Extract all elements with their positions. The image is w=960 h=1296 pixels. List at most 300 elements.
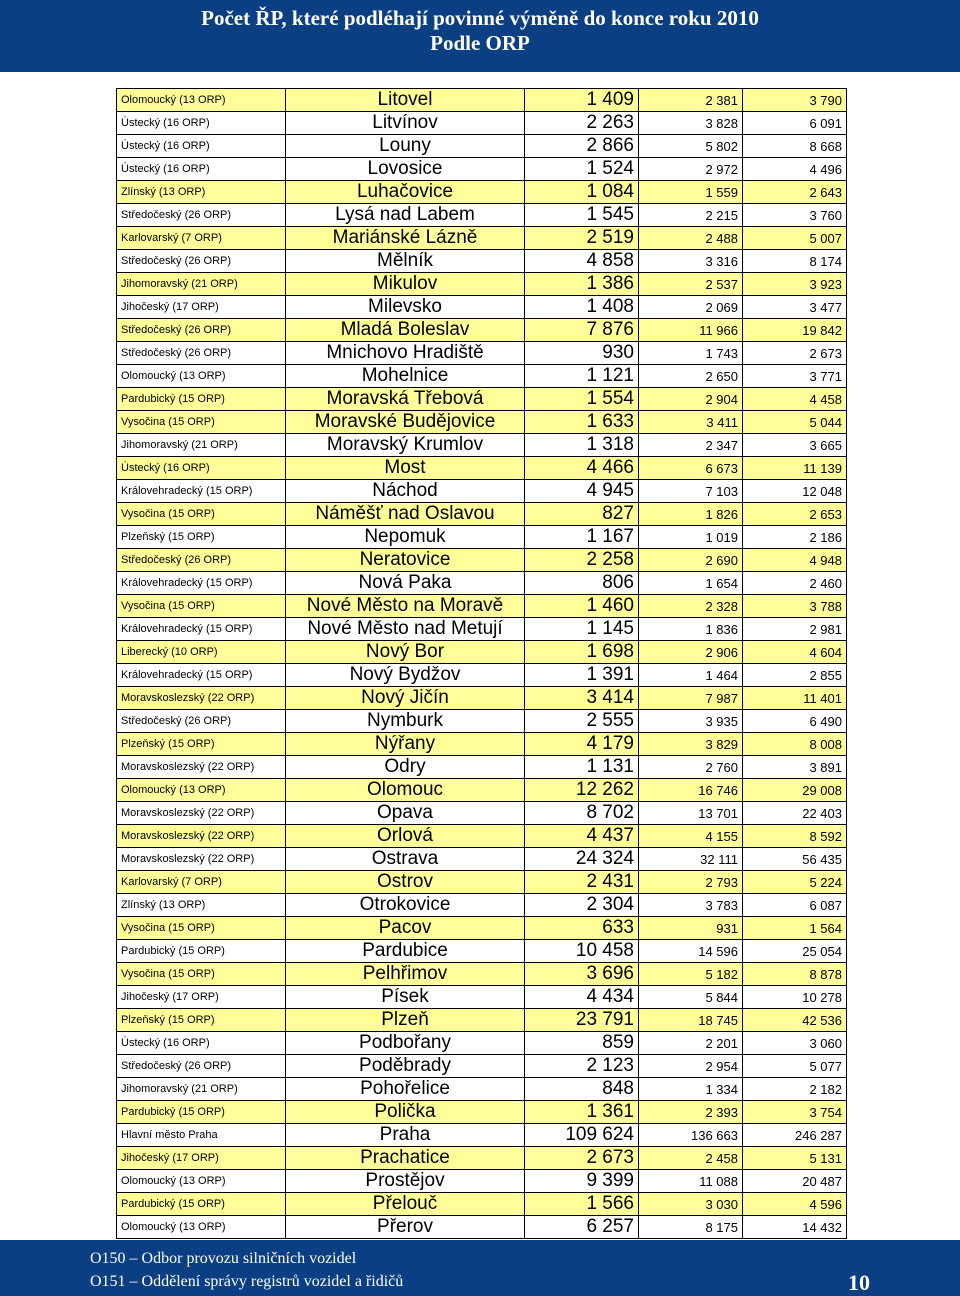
region-cell: Hlavní město Praha <box>117 1124 286 1147</box>
region-cell: Olomoucký (13 ORP) <box>117 1216 286 1239</box>
orp-name-cell: Louny <box>286 135 525 158</box>
table-row <box>117 894 847 917</box>
count-a-cell: 1 361 <box>525 1101 639 1124</box>
total-cell: 3 665 <box>743 434 847 457</box>
orp-name-cell: Nové Město na Moravě <box>286 595 525 618</box>
count-a-cell: 6 257 <box>525 1216 639 1239</box>
total-cell: 14 432 <box>743 1216 847 1239</box>
orp-table <box>116 88 847 1239</box>
orp-name-cell: Mladá Boleslav <box>286 319 525 342</box>
total-cell: 8 592 <box>743 825 847 848</box>
orp-name-cell: Náměšť nad Oslavou <box>286 503 525 526</box>
count-a-cell: 2 263 <box>525 112 639 135</box>
count-b-cell: 2 381 <box>639 89 743 112</box>
count-b-cell: 5 844 <box>639 986 743 1009</box>
count-b-cell: 1 334 <box>639 1078 743 1101</box>
count-b-cell: 2 904 <box>639 388 743 411</box>
total-cell: 19 842 <box>743 319 847 342</box>
count-a-cell: 1 131 <box>525 756 639 779</box>
region-cell: Jihomoravský (21 ORP) <box>117 434 286 457</box>
orp-name-cell: Mikulov <box>286 273 525 296</box>
orp-name-cell: Moravský Krumlov <box>286 434 525 457</box>
total-cell: 20 487 <box>743 1170 847 1193</box>
table-row <box>117 687 847 710</box>
count-b-cell: 11 088 <box>639 1170 743 1193</box>
page-number: 10 <box>848 1270 870 1295</box>
orp-name-cell: Praha <box>286 1124 525 1147</box>
orp-table-body <box>117 89 847 1239</box>
orp-name-cell: Nýřany <box>286 733 525 756</box>
region-cell: Středočeský (26 ORP) <box>117 1055 286 1078</box>
total-cell: 6 087 <box>743 894 847 917</box>
region-cell: Karlovarský (7 ORP) <box>117 871 286 894</box>
table-row <box>117 1101 847 1124</box>
table-row <box>117 756 847 779</box>
slide-header <box>0 0 960 72</box>
count-b-cell: 2 906 <box>639 641 743 664</box>
page-subtitle: Podle ORP <box>430 31 530 55</box>
orp-name-cell: Orlová <box>286 825 525 848</box>
region-cell: Zlínský (13 ORP) <box>117 894 286 917</box>
region-cell: Královehradecký (15 ORP) <box>117 572 286 595</box>
orp-name-cell: Nový Jičín <box>286 687 525 710</box>
total-cell: 10 278 <box>743 986 847 1009</box>
region-cell: Plzeňský (15 ORP) <box>117 733 286 756</box>
count-a-cell: 12 262 <box>525 779 639 802</box>
orp-name-cell: Poděbrady <box>286 1055 525 1078</box>
count-b-cell: 1 826 <box>639 503 743 526</box>
table-row <box>117 503 847 526</box>
table-row <box>117 319 847 342</box>
count-a-cell: 109 624 <box>525 1124 639 1147</box>
table-row <box>117 434 847 457</box>
table-row <box>117 848 847 871</box>
region-cell: Jihočeský (17 ORP) <box>117 296 286 319</box>
count-a-cell: 1 121 <box>525 365 639 388</box>
count-a-cell: 848 <box>525 1078 639 1101</box>
region-cell: Olomoucký (13 ORP) <box>117 365 286 388</box>
count-b-cell: 5 182 <box>639 963 743 986</box>
region-cell: Moravskoslezský (22 ORP) <box>117 687 286 710</box>
region-cell: Pardubický (15 ORP) <box>117 388 286 411</box>
page-title: Počet ŘP, které podléhají povinné výměně do konce roku 2010 <box>201 6 759 30</box>
table-row <box>117 457 847 480</box>
orp-name-cell: Pelhřimov <box>286 963 525 986</box>
region-cell: Plzeňský (15 ORP) <box>117 1009 286 1032</box>
region-cell: Středočeský (26 ORP) <box>117 549 286 572</box>
footer-section: O151 – Oddělení správy registrů vozidel a řidičů <box>90 1273 404 1290</box>
count-a-cell: 4 434 <box>525 986 639 1009</box>
count-b-cell: 1 019 <box>639 526 743 549</box>
total-cell: 246 287 <box>743 1124 847 1147</box>
count-b-cell: 2 458 <box>639 1147 743 1170</box>
table-row <box>117 342 847 365</box>
total-cell: 3 891 <box>743 756 847 779</box>
total-cell: 4 496 <box>743 158 847 181</box>
region-cell: Ústecký (16 ORP) <box>117 1032 286 1055</box>
orp-name-cell: Opava <box>286 802 525 825</box>
count-b-cell: 18 745 <box>639 1009 743 1032</box>
table-row <box>117 250 847 273</box>
count-b-cell: 14 596 <box>639 940 743 963</box>
slide-footer <box>0 1240 960 1296</box>
total-cell: 2 673 <box>743 342 847 365</box>
orp-name-cell: Nové Město nad Metují <box>286 618 525 641</box>
region-cell: Vysočina (15 ORP) <box>117 411 286 434</box>
count-a-cell: 2 519 <box>525 227 639 250</box>
total-cell: 3 477 <box>743 296 847 319</box>
orp-name-cell: Litvínov <box>286 112 525 135</box>
region-cell: Pardubický (15 ORP) <box>117 1193 286 1216</box>
orp-name-cell: Milevsko <box>286 296 525 319</box>
count-a-cell: 8 702 <box>525 802 639 825</box>
count-a-cell: 1 167 <box>525 526 639 549</box>
total-cell: 2 653 <box>743 503 847 526</box>
table-row <box>117 1147 847 1170</box>
table-row <box>117 986 847 1009</box>
orp-name-cell: Lovosice <box>286 158 525 181</box>
count-b-cell: 2 201 <box>639 1032 743 1055</box>
count-a-cell: 2 431 <box>525 871 639 894</box>
table-row <box>117 733 847 756</box>
table-row <box>117 273 847 296</box>
count-b-cell: 2 793 <box>639 871 743 894</box>
count-b-cell: 1 654 <box>639 572 743 595</box>
total-cell: 3 923 <box>743 273 847 296</box>
total-cell: 2 855 <box>743 664 847 687</box>
orp-name-cell: Písek <box>286 986 525 1009</box>
orp-name-cell: Luhačovice <box>286 181 525 204</box>
total-cell: 5 007 <box>743 227 847 250</box>
count-b-cell: 1 464 <box>639 664 743 687</box>
total-cell: 42 536 <box>743 1009 847 1032</box>
count-b-cell: 2 215 <box>639 204 743 227</box>
count-a-cell: 2 555 <box>525 710 639 733</box>
total-cell: 1 564 <box>743 917 847 940</box>
region-cell: Ústecký (16 ORP) <box>117 135 286 158</box>
table-row <box>117 1124 847 1147</box>
orp-name-cell: Mariánské Lázně <box>286 227 525 250</box>
count-a-cell: 2 866 <box>525 135 639 158</box>
total-cell: 5 224 <box>743 871 847 894</box>
table-row <box>117 181 847 204</box>
orp-name-cell: Moravská Třebová <box>286 388 525 411</box>
count-b-cell: 13 701 <box>639 802 743 825</box>
orp-name-cell: Mělník <box>286 250 525 273</box>
total-cell: 8 174 <box>743 250 847 273</box>
region-cell: Středočeský (26 ORP) <box>117 250 286 273</box>
count-a-cell: 806 <box>525 572 639 595</box>
region-cell: Jihomoravský (21 ORP) <box>117 1078 286 1101</box>
count-a-cell: 10 458 <box>525 940 639 963</box>
count-a-cell: 4 179 <box>525 733 639 756</box>
table-row <box>117 411 847 434</box>
table-row <box>117 572 847 595</box>
count-b-cell: 2 488 <box>639 227 743 250</box>
count-a-cell: 1 460 <box>525 595 639 618</box>
region-cell: Jihočeský (17 ORP) <box>117 1147 286 1170</box>
orp-name-cell: Prachatice <box>286 1147 525 1170</box>
region-cell: Liberecký (10 ORP) <box>117 641 286 664</box>
region-cell: Olomoucký (13 ORP) <box>117 89 286 112</box>
count-b-cell: 136 663 <box>639 1124 743 1147</box>
total-cell: 4 596 <box>743 1193 847 1216</box>
region-cell: Vysočina (15 ORP) <box>117 917 286 940</box>
region-cell: Královehradecký (15 ORP) <box>117 480 286 503</box>
table-row <box>117 871 847 894</box>
region-cell: Středočeský (26 ORP) <box>117 319 286 342</box>
count-a-cell: 24 324 <box>525 848 639 871</box>
total-cell: 5 131 <box>743 1147 847 1170</box>
count-a-cell: 1 084 <box>525 181 639 204</box>
region-cell: Moravskoslezský (22 ORP) <box>117 802 286 825</box>
orp-name-cell: Pohořelice <box>286 1078 525 1101</box>
count-a-cell: 7 876 <box>525 319 639 342</box>
count-b-cell: 16 746 <box>639 779 743 802</box>
region-cell: Královehradecký (15 ORP) <box>117 664 286 687</box>
region-cell: Moravskoslezský (22 ORP) <box>117 825 286 848</box>
region-cell: Moravskoslezský (22 ORP) <box>117 756 286 779</box>
region-cell: Vysočina (15 ORP) <box>117 503 286 526</box>
count-b-cell: 3 829 <box>639 733 743 756</box>
count-b-cell: 32 111 <box>639 848 743 871</box>
count-b-cell: 3 935 <box>639 710 743 733</box>
total-cell: 12 048 <box>743 480 847 503</box>
count-b-cell: 2 347 <box>639 434 743 457</box>
count-a-cell: 1 391 <box>525 664 639 687</box>
total-cell: 5 077 <box>743 1055 847 1078</box>
region-cell: Vysočina (15 ORP) <box>117 963 286 986</box>
orp-name-cell: Odry <box>286 756 525 779</box>
total-cell: 8 878 <box>743 963 847 986</box>
count-b-cell: 7 987 <box>639 687 743 710</box>
table-row <box>117 480 847 503</box>
count-b-cell: 931 <box>639 917 743 940</box>
orp-name-cell: Plzeň <box>286 1009 525 1032</box>
count-b-cell: 2 690 <box>639 549 743 572</box>
total-cell: 3 790 <box>743 89 847 112</box>
total-cell: 56 435 <box>743 848 847 871</box>
count-a-cell: 633 <box>525 917 639 940</box>
total-cell: 2 186 <box>743 526 847 549</box>
table-row <box>117 917 847 940</box>
count-b-cell: 3 316 <box>639 250 743 273</box>
orp-name-cell: Přerov <box>286 1216 525 1239</box>
orp-name-cell: Nový Bydžov <box>286 664 525 687</box>
count-a-cell: 2 258 <box>525 549 639 572</box>
count-b-cell: 2 954 <box>639 1055 743 1078</box>
region-cell: Středočeský (26 ORP) <box>117 342 286 365</box>
orp-name-cell: Podbořany <box>286 1032 525 1055</box>
count-b-cell: 3 411 <box>639 411 743 434</box>
table-row <box>117 158 847 181</box>
count-b-cell: 2 760 <box>639 756 743 779</box>
count-a-cell: 2 673 <box>525 1147 639 1170</box>
count-a-cell: 4 945 <box>525 480 639 503</box>
total-cell: 3 788 <box>743 595 847 618</box>
orp-name-cell: Pardubice <box>286 940 525 963</box>
orp-name-cell: Nová Paka <box>286 572 525 595</box>
total-cell: 25 054 <box>743 940 847 963</box>
count-a-cell: 1 698 <box>525 641 639 664</box>
count-b-cell: 3 030 <box>639 1193 743 1216</box>
orp-name-cell: Olomouc <box>286 779 525 802</box>
count-b-cell: 3 783 <box>639 894 743 917</box>
count-a-cell: 4 437 <box>525 825 639 848</box>
total-cell: 4 948 <box>743 549 847 572</box>
count-a-cell: 9 399 <box>525 1170 639 1193</box>
count-a-cell: 1 386 <box>525 273 639 296</box>
table-row <box>117 549 847 572</box>
count-b-cell: 2 069 <box>639 296 743 319</box>
total-cell: 8 668 <box>743 135 847 158</box>
table-row <box>117 112 847 135</box>
table-row <box>117 388 847 411</box>
count-a-cell: 827 <box>525 503 639 526</box>
count-b-cell: 5 802 <box>639 135 743 158</box>
total-cell: 2 182 <box>743 1078 847 1101</box>
count-a-cell: 1 633 <box>525 411 639 434</box>
count-b-cell: 2 328 <box>639 595 743 618</box>
total-cell: 6 091 <box>743 112 847 135</box>
orp-name-cell: Neratovice <box>286 549 525 572</box>
region-cell: Olomoucký (13 ORP) <box>117 1170 286 1193</box>
orp-name-cell: Nymburk <box>286 710 525 733</box>
total-cell: 29 008 <box>743 779 847 802</box>
count-a-cell: 1 545 <box>525 204 639 227</box>
count-a-cell: 1 524 <box>525 158 639 181</box>
orp-name-cell: Ostrov <box>286 871 525 894</box>
orp-name-cell: Nepomuk <box>286 526 525 549</box>
orp-name-cell: Litovel <box>286 89 525 112</box>
orp-name-cell: Pacov <box>286 917 525 940</box>
count-b-cell: 2 972 <box>639 158 743 181</box>
table-row <box>117 227 847 250</box>
table-row <box>117 1009 847 1032</box>
count-a-cell: 859 <box>525 1032 639 1055</box>
table-row <box>117 710 847 733</box>
orp-name-cell: Polička <box>286 1101 525 1124</box>
region-cell: Ústecký (16 ORP) <box>117 457 286 480</box>
table-row <box>117 664 847 687</box>
count-a-cell: 1 554 <box>525 388 639 411</box>
orp-name-cell: Ostrava <box>286 848 525 871</box>
count-a-cell: 1 409 <box>525 89 639 112</box>
count-a-cell: 1 566 <box>525 1193 639 1216</box>
total-cell: 3 760 <box>743 204 847 227</box>
count-b-cell: 7 103 <box>639 480 743 503</box>
total-cell: 3 771 <box>743 365 847 388</box>
count-b-cell: 2 537 <box>639 273 743 296</box>
count-a-cell: 2 304 <box>525 894 639 917</box>
table-row <box>117 779 847 802</box>
total-cell: 4 458 <box>743 388 847 411</box>
orp-name-cell: Most <box>286 457 525 480</box>
table-row <box>117 1078 847 1101</box>
footer-department: O150 – Odbor provozu silničních vozidel <box>90 1250 357 1267</box>
total-cell: 5 044 <box>743 411 847 434</box>
table-row <box>117 135 847 158</box>
region-cell: Moravskoslezský (22 ORP) <box>117 848 286 871</box>
region-cell: Ústecký (16 ORP) <box>117 112 286 135</box>
count-a-cell: 3 414 <box>525 687 639 710</box>
count-a-cell: 4 858 <box>525 250 639 273</box>
total-cell: 2 981 <box>743 618 847 641</box>
total-cell: 3 060 <box>743 1032 847 1055</box>
table-row <box>117 1193 847 1216</box>
total-cell: 22 403 <box>743 802 847 825</box>
total-cell: 8 008 <box>743 733 847 756</box>
region-cell: Pardubický (15 ORP) <box>117 940 286 963</box>
total-cell: 4 604 <box>743 641 847 664</box>
orp-name-cell: Přelouč <box>286 1193 525 1216</box>
count-a-cell: 23 791 <box>525 1009 639 1032</box>
count-a-cell: 3 696 <box>525 963 639 986</box>
table-row <box>117 1055 847 1078</box>
table-row <box>117 940 847 963</box>
count-a-cell: 2 123 <box>525 1055 639 1078</box>
table-row <box>117 89 847 112</box>
count-b-cell: 11 966 <box>639 319 743 342</box>
region-cell: Zlínský (13 ORP) <box>117 181 286 204</box>
count-b-cell: 3 828 <box>639 112 743 135</box>
region-cell: Jihočeský (17 ORP) <box>117 986 286 1009</box>
count-b-cell: 8 175 <box>639 1216 743 1239</box>
count-b-cell: 1 743 <box>639 342 743 365</box>
table-row <box>117 365 847 388</box>
total-cell: 11 401 <box>743 687 847 710</box>
orp-name-cell: Prostějov <box>286 1170 525 1193</box>
table-row <box>117 1032 847 1055</box>
region-cell: Pardubický (15 ORP) <box>117 1101 286 1124</box>
table-row <box>117 526 847 549</box>
table-row <box>117 641 847 664</box>
table-row <box>117 1216 847 1239</box>
total-cell: 2 643 <box>743 181 847 204</box>
region-cell: Královehradecký (15 ORP) <box>117 618 286 641</box>
region-cell: Plzeňský (15 ORP) <box>117 526 286 549</box>
region-cell: Středočeský (26 ORP) <box>117 710 286 733</box>
count-a-cell: 1 318 <box>525 434 639 457</box>
table-row <box>117 1170 847 1193</box>
total-cell: 6 490 <box>743 710 847 733</box>
total-cell: 11 139 <box>743 457 847 480</box>
region-cell: Ústecký (16 ORP) <box>117 158 286 181</box>
table-row <box>117 296 847 319</box>
table-row <box>117 204 847 227</box>
count-a-cell: 1 408 <box>525 296 639 319</box>
orp-name-cell: Lysá nad Labem <box>286 204 525 227</box>
count-a-cell: 4 466 <box>525 457 639 480</box>
count-a-cell: 1 145 <box>525 618 639 641</box>
region-cell: Olomoucký (13 ORP) <box>117 779 286 802</box>
orp-name-cell: Náchod <box>286 480 525 503</box>
count-b-cell: 6 673 <box>639 457 743 480</box>
region-cell: Středočeský (26 ORP) <box>117 204 286 227</box>
total-cell: 2 460 <box>743 572 847 595</box>
orp-name-cell: Mnichovo Hradiště <box>286 342 525 365</box>
table-row <box>117 963 847 986</box>
orp-name-cell: Otrokovice <box>286 894 525 917</box>
count-a-cell: 930 <box>525 342 639 365</box>
count-b-cell: 1 836 <box>639 618 743 641</box>
orp-name-cell: Mohelnice <box>286 365 525 388</box>
table-row <box>117 618 847 641</box>
count-b-cell: 1 559 <box>639 181 743 204</box>
count-b-cell: 2 650 <box>639 365 743 388</box>
orp-name-cell: Nový Bor <box>286 641 525 664</box>
region-cell: Karlovarský (7 ORP) <box>117 227 286 250</box>
